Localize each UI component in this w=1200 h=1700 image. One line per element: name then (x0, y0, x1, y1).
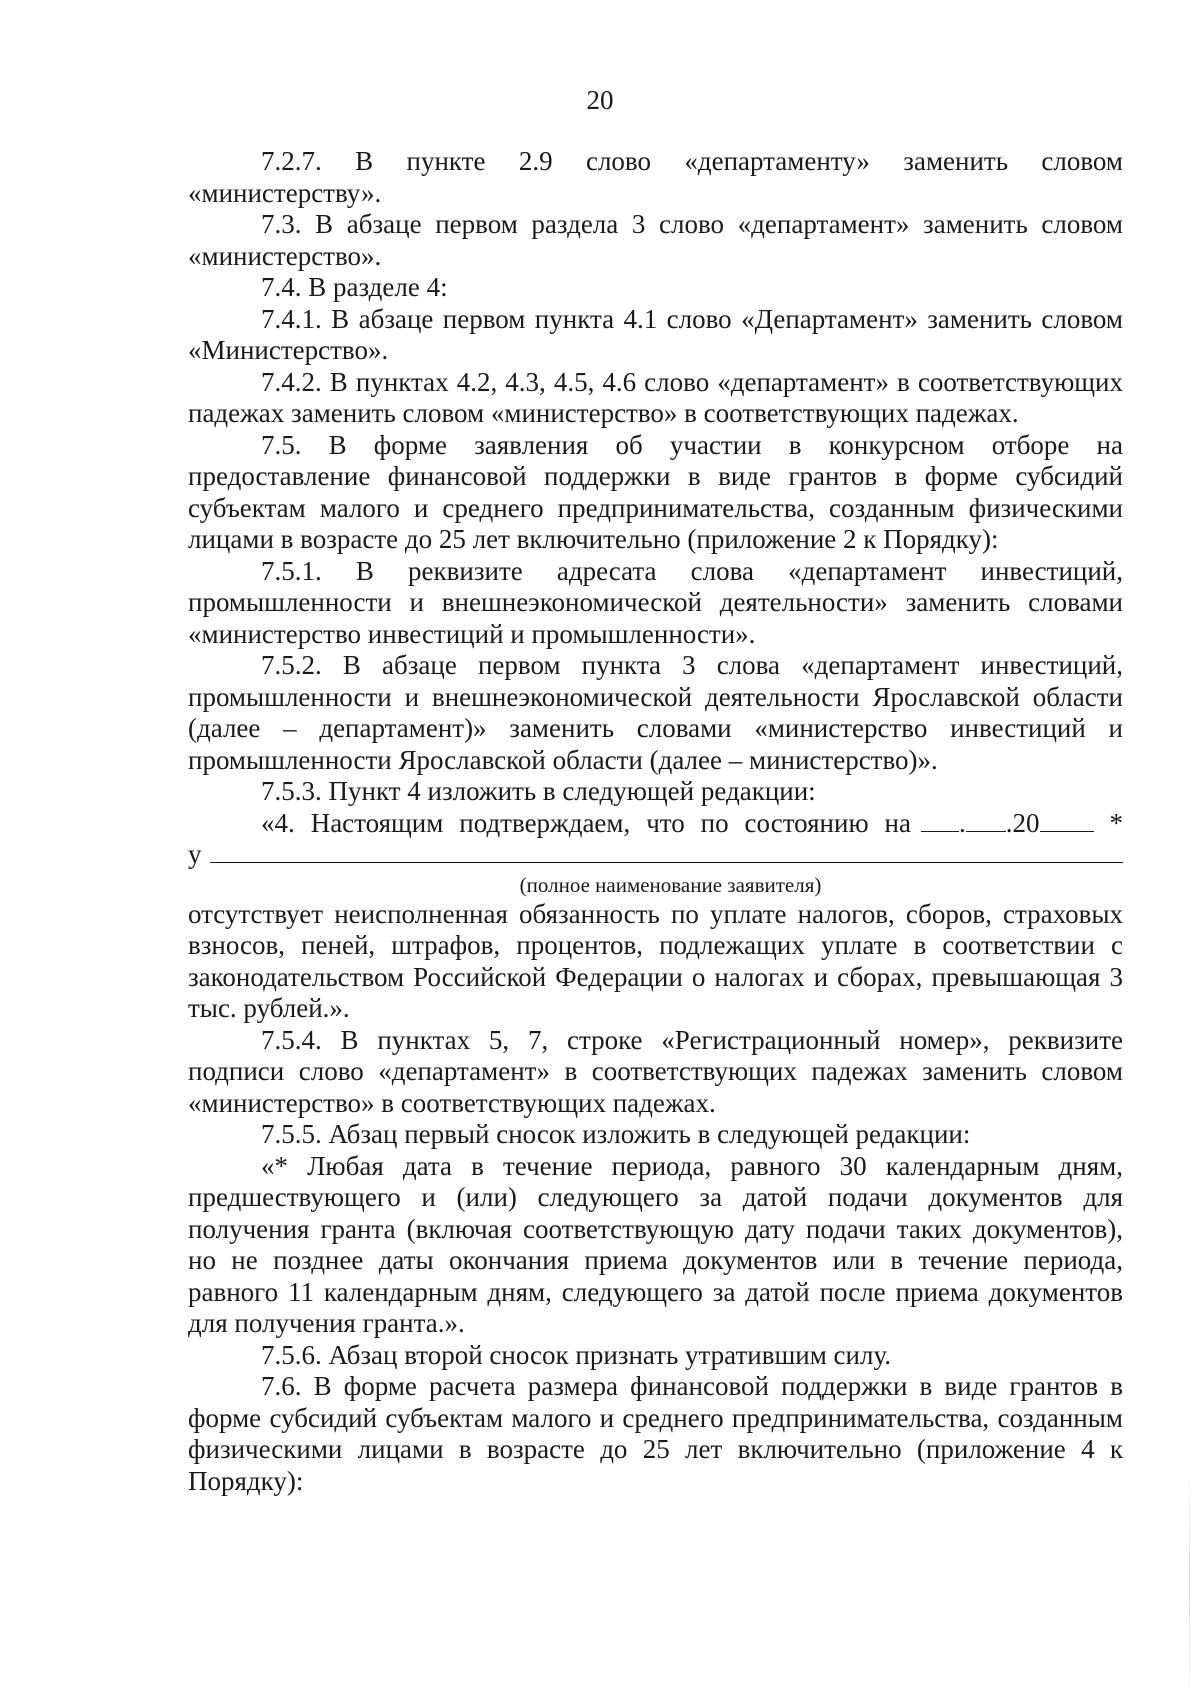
paragraph-7-4-1: 7.4.1. В абзаце первом пункта 4.1 слово «Департамент» заменить словом «Министерство». (188, 303, 1123, 365)
month-blank (966, 811, 1006, 832)
paragraph-7-4: 7.4. В разделе 4: (261, 272, 448, 302)
year-blank (1040, 811, 1094, 832)
applicant-prefix: у (188, 839, 202, 869)
paragraph-7-5: 7.5. В форме заявления об участии в конкурсном отборе на предоставление финансовой поддержки в виде грантов в форме субсидий субъектам малого и среднего предпринимательства, созданным физическими лицами в возрасте до 25 лет включительно (приложение 2 к Порядку): (188, 429, 1123, 554)
paragraph-7-5-1: 7.5.1. В реквизите адресата слова «департамент инвестиций, промышленности и внешнеэкономической деятельности» заменить словами «министерство инвестиций и промышленности». (188, 555, 1123, 649)
paragraph-7-3: 7.3. В абзаце первом раздела 3 слово «департамент» заменить словом «министерство». (188, 209, 1123, 271)
quote-date-line (188, 808, 1123, 840)
page-number: 20 (586, 85, 614, 115)
paragraph-7-5-5: 7.5.5. Абзац первый сносок изложить в следующей редакции: (261, 1119, 971, 1149)
paragraph-7-5-2: 7.5.2. В абзаце первом пункта 3 слова «департамент инвестиций, промышленности и внешнеэкономической деятельности Ярославской области (далее – департамент)» заменить словами «министерство инвестиций и промышленности Ярославской области (далее – министерство)». (188, 650, 1123, 775)
paragraph-7-2-7: 7.2.7. В пункте 2.9 слово «департаменту» заменить словом «министерству». (188, 146, 1123, 208)
paragraph-7-5-3: 7.5.3. Пункт 4 изложить в следующей редакции: (261, 776, 816, 806)
footnote-star: * (1109, 807, 1123, 838)
paragraph-7-6: 7.6. В форме расчета размера финансовой поддержки в виде грантов в форме субсидий субъектам малого и среднего предпринимательства, созданным физическими лицами в возрасте до 25 лет включительно (приложение 4 к Порядку): (188, 1371, 1123, 1496)
paragraph-7-5-6: 7.5.6. Абзац второй сносок признать утратившим силу. (261, 1339, 891, 1370)
date-separator-1: . (959, 807, 966, 838)
quote-line-text: «4. Настоящим подтверждаем, что по состоянию на (261, 807, 911, 838)
scan-edge-mark (1189, 1470, 1190, 1700)
date-separator-2: .20 (1005, 807, 1040, 838)
document-body (188, 146, 1123, 1497)
applicant-name-line (188, 839, 1123, 871)
day-blank (921, 811, 959, 832)
paragraph-footnote-quote: «* Любая дата в течение периода, равного 30 календарным дням, предшествующего и (или) следующего за датой подачи документов для получения гранта (включая соответствующую дату подачи таких документов), но не позднее даты окончания приема документов или в течение периода, равного 11 календарным дням, следующего за датой после приема документов для получения гранта.». (188, 1150, 1123, 1338)
paragraph-7-4-2: 7.4.2. В пунктах 4.2, 4.3, 4.5, 4.6 слово «департамент» в соответствующих падежах заменить словом «министерство» в соответствующих падежах. (188, 366, 1123, 428)
paragraph-obligation: отсутствует неисполненная обязанность по уплате налогов, сборов, страховых взносов, пеней, штрафов, процентов, подлежащих уплате в соответствии с законодательством Российской Федерации о налогах и сборах, превышающая 3 тыс. рублей.». (188, 898, 1123, 1023)
paragraph-7-5-4: 7.5.4. В пунктах 5, 7, строке «Регистрационный номер», реквизите подписи слово «департамент» в соответствующих падежах заменить словом «министерство» в соответствующих падежах. (188, 1024, 1123, 1118)
applicant-caption: (полное наименование заявителя) (519, 872, 822, 897)
applicant-name-blank (210, 840, 1123, 863)
